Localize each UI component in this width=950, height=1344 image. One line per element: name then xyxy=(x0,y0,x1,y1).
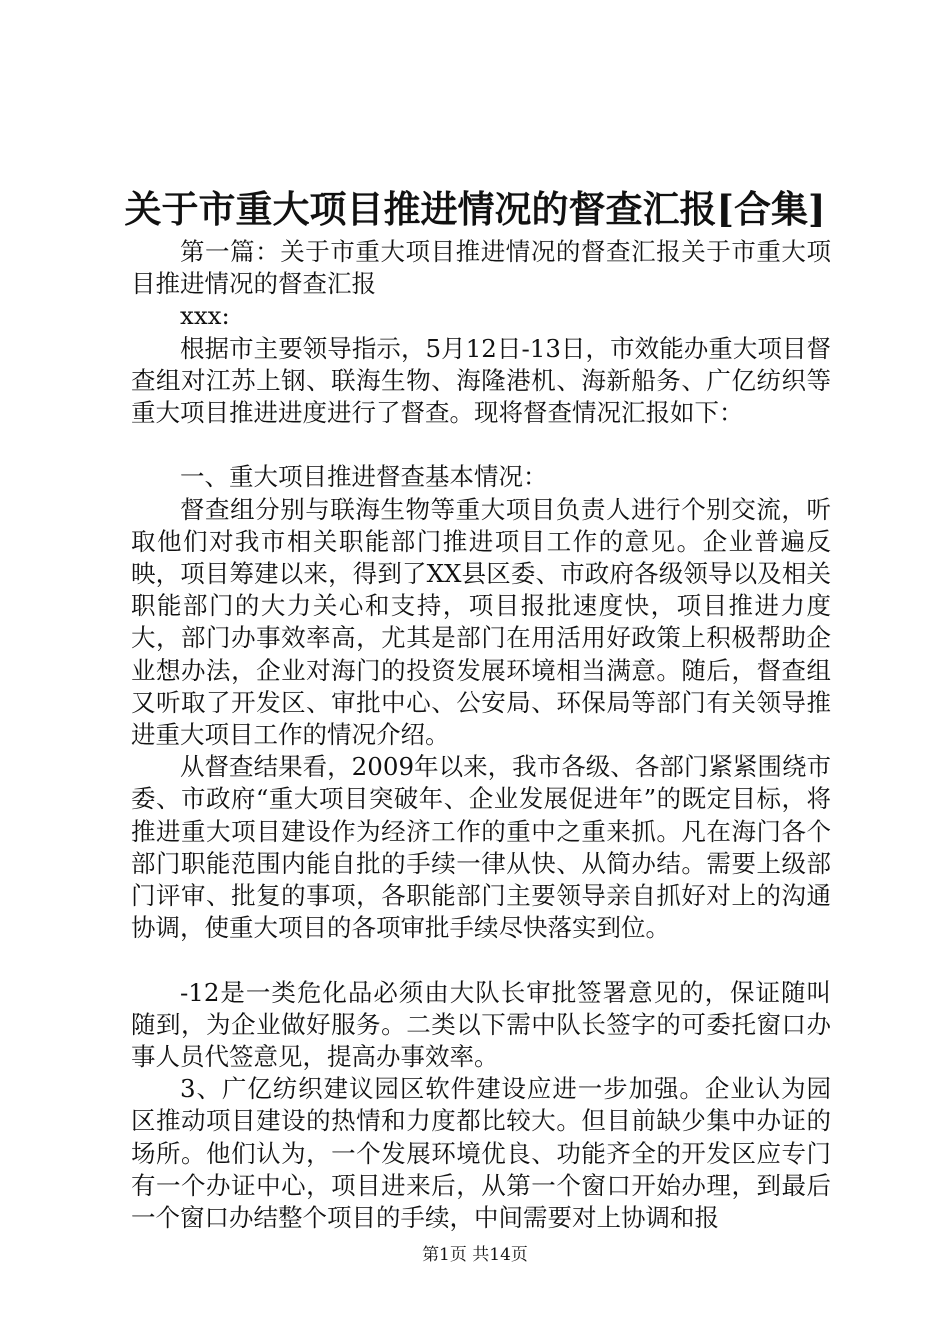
paragraph-intro: 第一篇：关于市重大项目推进情况的督查汇报关于市重大项目推进情况的督查汇报 xyxy=(131,237,831,299)
document-body xyxy=(131,236,831,1234)
paragraph-background: 根据市主要领导指示，5月12日-13日，市效能办重大项目督查组对江苏上钢、联海生物、海隆港机、海新船务、广亿纺织等重大项目推进进度进行了督查。现将督查情况汇报如下： xyxy=(131,333,831,428)
paragraph-salutation: xxx: xyxy=(180,301,230,331)
paragraph-guangyi: 3、广亿纺织建议园区软件建设应进一步加强。企业认为园区推动项目建设的热情和力度都比较大。但目前缺少集中办证的场所。他们认为，一个发展环境优良、功能齐全的开发区应专门有一个办证中心，项目进来后，从第一个窗口开始办理，到最后一个窗口办结整个项目的手续，中间需要对上协调和报 xyxy=(131,1074,831,1233)
paragraph-results: 从督查结果看，2009年以来，我市各级、各部门紧紧围绕市委、市政府“重大项目突破年、企业发展促进年”的既定目标，将推进重大项目建设作为经济工作的重中之重来抓。凡在海门各个部门职能范围内能自批的手续一律从快、从简办结。需要上级部门评审、批复的事项，各职能部门主要领导亲自抓好对上的沟通协调，使重大项目的各项审批手续尽快落实到位。 xyxy=(131,752,831,943)
paragraph-inspection: 督查组分别与联海生物等重大项目负责人进行个别交流，听取他们对我市相关职能部门推进项目工作的意见。企业普遍反映，项目筹建以来，得到了XX县区委、市政府各级领导以及相关职能部门的大力关心和支持，项目报批速度快，项目推进力度大，部门办事效率高，尤其是部门在用活用好政策上积极帮助企业想办法，企业对海门的投资发展环境相当满意。随后，督查组又听取了开发区、审批中心、公安局、环保局等部门有关领导推进重大项目工作的情况介绍。 xyxy=(131,494,831,750)
paragraph-hazmat: -12是一类危化品必须由大队长审批签署意见的，保证随叫随到，为企业做好服务。二类以下需中队长签字的可委托窗口办事人员代签意见，提高办事效率。 xyxy=(131,977,831,1072)
page-number: 第1页 共14页 xyxy=(422,1245,528,1265)
section-heading-1: 一、重大项目推进督查基本情况： xyxy=(180,462,548,492)
document-title: 关于市重大项目推进情况的督查汇报[合集] xyxy=(124,187,826,231)
